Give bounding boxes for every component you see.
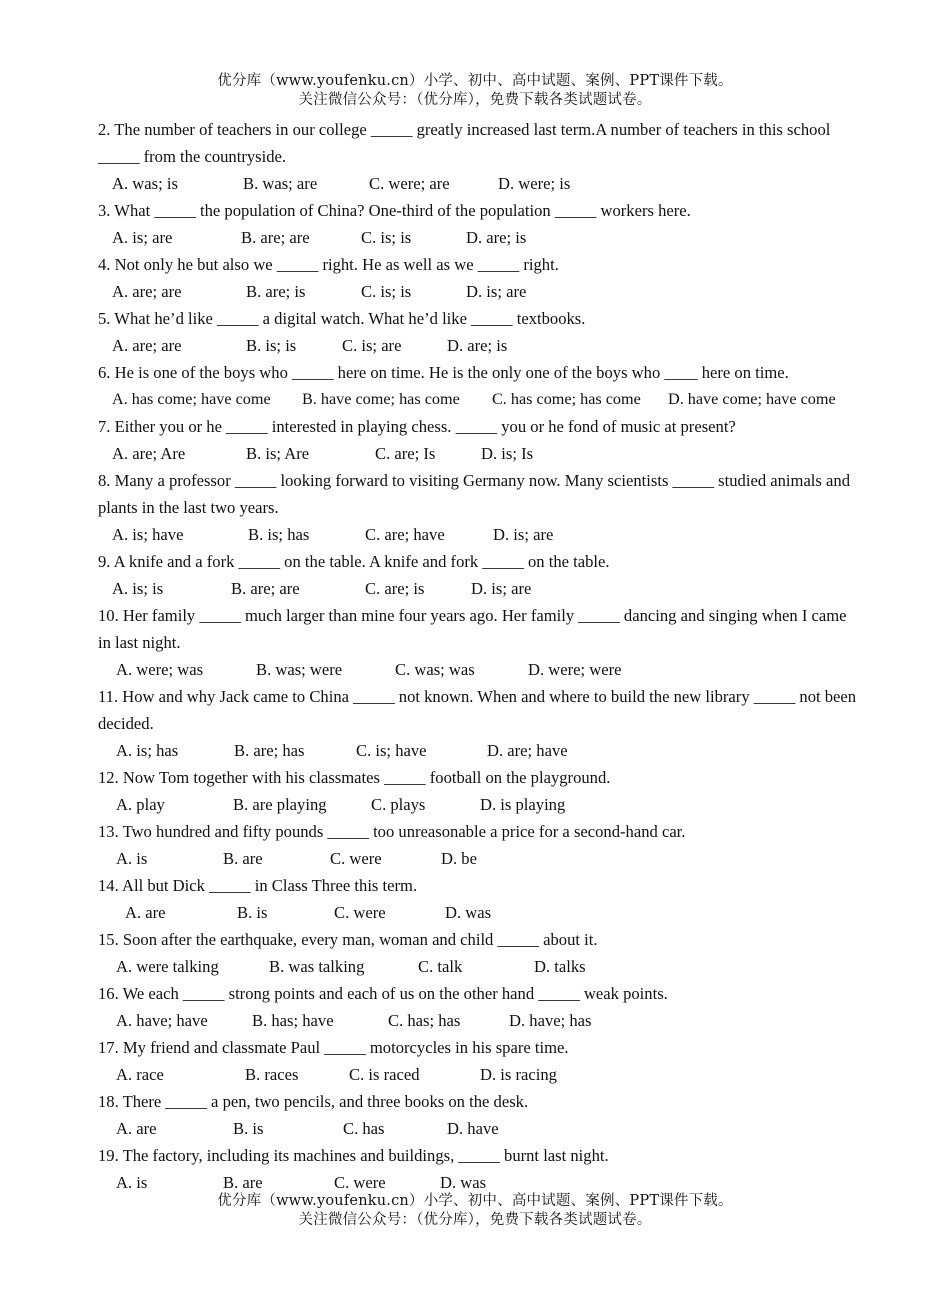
option-c: C. was; was: [395, 660, 475, 679]
question-text: 6. He is one of the boys who _____ here on time. He is the only one of the boys who ____ here on time.: [98, 363, 789, 382]
question-19: [98, 1142, 858, 1196]
option-d: D. is; are: [466, 282, 527, 301]
option-c: C. talk: [418, 957, 463, 976]
option-c: C. were: [334, 903, 386, 922]
option-a: A. is: [116, 849, 148, 868]
option-d: D. talks: [534, 957, 586, 976]
question-text: 11. How and why Jack came to China _____ not known. When and where to build the new library _____ not been decided.: [98, 687, 857, 733]
option-c: C. were: [330, 849, 382, 868]
option-d: D. were; were: [528, 660, 622, 679]
question-text: 13. Two hundred and fifty pounds _____ too unreasonable a price for a second-hand car.: [98, 822, 686, 841]
option-b: B. are: [223, 1173, 263, 1192]
question-text: 16. We each _____ strong points and each of us on the other hand _____ weak points.: [98, 984, 668, 1003]
option-b: B. are: [223, 849, 263, 868]
options-row: [98, 224, 858, 251]
question-5: [98, 305, 858, 359]
footer-line-2: 关注微信公众号：（优分库），免费下载各类试题试卷。: [298, 1212, 652, 1228]
page-footer: [0, 1192, 950, 1230]
option-d: D. have: [447, 1119, 499, 1138]
question-text: 5. What he’d like _____ a digital watch. What he’d like _____ textbooks.: [98, 309, 586, 328]
option-a: A. are; Are: [112, 444, 186, 463]
options-row: [98, 440, 858, 467]
option-b: B. was talking: [269, 957, 365, 976]
option-b: B. are; are: [241, 228, 310, 247]
options-row: [98, 737, 858, 764]
option-b: B. is; Are: [246, 444, 310, 463]
question-text: 9. A knife and a fork _____ on the table. A knife and fork _____ on the table.: [98, 552, 610, 571]
options-row: [98, 845, 858, 872]
question-text: 18. There _____ a pen, two pencils, and three books on the desk.: [98, 1092, 529, 1111]
options-row: [98, 1115, 858, 1142]
option-c: C. is raced: [349, 1065, 420, 1084]
option-d: D. were; is: [498, 174, 571, 193]
option-b: B. races: [245, 1065, 299, 1084]
options-row: [98, 521, 858, 548]
option-b: B. have come; has come: [302, 390, 460, 408]
option-c: C. plays: [371, 795, 426, 814]
options-row: [98, 170, 858, 197]
question-text: 10. Her family _____ much larger than mine four years ago. Her family _____ dancing and singing when I came in last night.: [98, 606, 847, 652]
option-a: A. was; is: [112, 174, 178, 193]
question-2: [98, 116, 858, 197]
option-b: B. is; is: [246, 336, 297, 355]
option-c: C. were; are: [369, 174, 450, 193]
option-d: D. is racing: [480, 1065, 557, 1084]
option-c: C. were: [334, 1173, 386, 1192]
option-c: C. are; is: [365, 579, 425, 598]
question-11: [98, 683, 858, 764]
option-d: D. are; is: [447, 336, 508, 355]
options-row: [98, 953, 858, 980]
option-d: D. have; has: [509, 1011, 592, 1030]
option-b: B. was; are: [243, 174, 318, 193]
option-a: A. were; was: [116, 660, 204, 679]
options-row: [98, 1007, 858, 1034]
option-b: B. is: [237, 903, 268, 922]
header-line-2: 关注微信公众号：（优分库），免费下载各类试题试卷。: [298, 92, 652, 108]
question-4: [98, 251, 858, 305]
option-d: D. are; is: [466, 228, 527, 247]
question-9: [98, 548, 858, 602]
option-c: C. is; have: [356, 741, 427, 760]
question-text: 12. Now Tom together with his classmates _____ football on the playground.: [98, 768, 611, 787]
option-c: C. is; is: [361, 228, 412, 247]
option-a: A. race: [116, 1065, 164, 1084]
option-a: A. were talking: [116, 957, 219, 976]
option-a: A. are; are: [112, 282, 182, 301]
question-17: [98, 1034, 858, 1088]
option-a: A. are: [116, 1119, 157, 1138]
options-row: [98, 1061, 858, 1088]
option-c: C. has come; has come: [492, 390, 641, 408]
question-6: [98, 359, 858, 413]
question-12: [98, 764, 858, 818]
question-10: [98, 602, 858, 683]
question-list: [98, 116, 858, 1196]
option-b: B. are playing: [233, 795, 327, 814]
option-b: B. was; were: [256, 660, 343, 679]
option-d: D. was: [445, 903, 492, 922]
option-b: B. are; has: [234, 741, 305, 760]
question-8: [98, 467, 858, 548]
options-row: [98, 332, 858, 359]
option-d: D. is; are: [493, 525, 554, 544]
option-d: D. is; Is: [481, 444, 534, 463]
option-b: B. is; has: [248, 525, 310, 544]
option-a: A. is; are: [112, 228, 173, 247]
option-d: D. have come; have come: [668, 390, 836, 408]
option-b: B. are; is: [246, 282, 306, 301]
option-d: D. is; are: [471, 579, 532, 598]
question-text: 19. The factory, including its machines and buildings, _____ burnt last night.: [98, 1146, 609, 1165]
option-a: A. are; are: [112, 336, 182, 355]
option-a: A. has come; have come: [112, 390, 271, 408]
question-13: [98, 818, 858, 872]
option-b: B. are; are: [231, 579, 300, 598]
option-d: D. is playing: [480, 795, 566, 814]
question-18: [98, 1088, 858, 1142]
option-c: C. has: [343, 1119, 385, 1138]
question-text: 2. The number of teachers in our college _____ greatly increased last term.A number of teachers in this school _____ from the countryside.: [98, 120, 831, 166]
question-text: 17. My friend and classmate Paul _____ motorcycles in his spare time.: [98, 1038, 569, 1057]
option-c: C. is; are: [342, 336, 402, 355]
header-line-1: 优分库（www.youfenku.cn）小学、初中、高中试题、案例、PPT课件下载。: [217, 73, 733, 89]
option-c: C. are; Is: [375, 444, 436, 463]
question-text: 7. Either you or he _____ interested in playing chess. _____ you or he fond of music at present?: [98, 417, 736, 436]
question-3: [98, 197, 858, 251]
question-text: 3. What _____ the population of China? One-third of the population _____ workers here.: [98, 201, 691, 220]
options-row: [98, 656, 858, 683]
option-b: B. has; have: [252, 1011, 334, 1030]
question-15: [98, 926, 858, 980]
footer-line-1: 优分库（www.youfenku.cn）小学、初中、高中试题、案例、PPT课件下载。: [217, 1193, 733, 1209]
option-a: A. play: [116, 795, 165, 814]
option-a: A. are: [125, 903, 166, 922]
option-a: A. have; have: [116, 1011, 208, 1030]
option-d: D. was: [440, 1173, 487, 1192]
page-header: [0, 72, 950, 110]
question-16: [98, 980, 858, 1034]
option-a: A. is; is: [112, 579, 164, 598]
question-text: 4. Not only he but also we _____ right. He as well as we _____ right.: [98, 255, 559, 274]
question-text: 14. All but Dick _____ in Class Three this term.: [98, 876, 418, 895]
question-7: [98, 413, 858, 467]
question-text: 15. Soon after the earthquake, every man, woman and child _____ about it.: [98, 930, 598, 949]
option-a: A. is; has: [116, 741, 179, 760]
question-text: 8. Many a professor _____ looking forward to visiting Germany now. Many scientists _____ studied animals and plants in the last two years.: [98, 471, 850, 517]
option-d: D. are; have: [487, 741, 568, 760]
options-row: [98, 575, 858, 602]
options-row: [98, 899, 858, 926]
option-b: B. is: [233, 1119, 264, 1138]
option-c: C. is; is: [361, 282, 412, 301]
options-row: [98, 386, 858, 413]
options-row: [98, 791, 858, 818]
option-a: A. is; have: [112, 525, 184, 544]
option-d: D. be: [441, 849, 477, 868]
question-14: [98, 872, 858, 926]
options-row: [98, 278, 858, 305]
option-a: A. is: [116, 1173, 148, 1192]
option-c: C. are; have: [365, 525, 445, 544]
option-c: C. has; has: [388, 1011, 461, 1030]
